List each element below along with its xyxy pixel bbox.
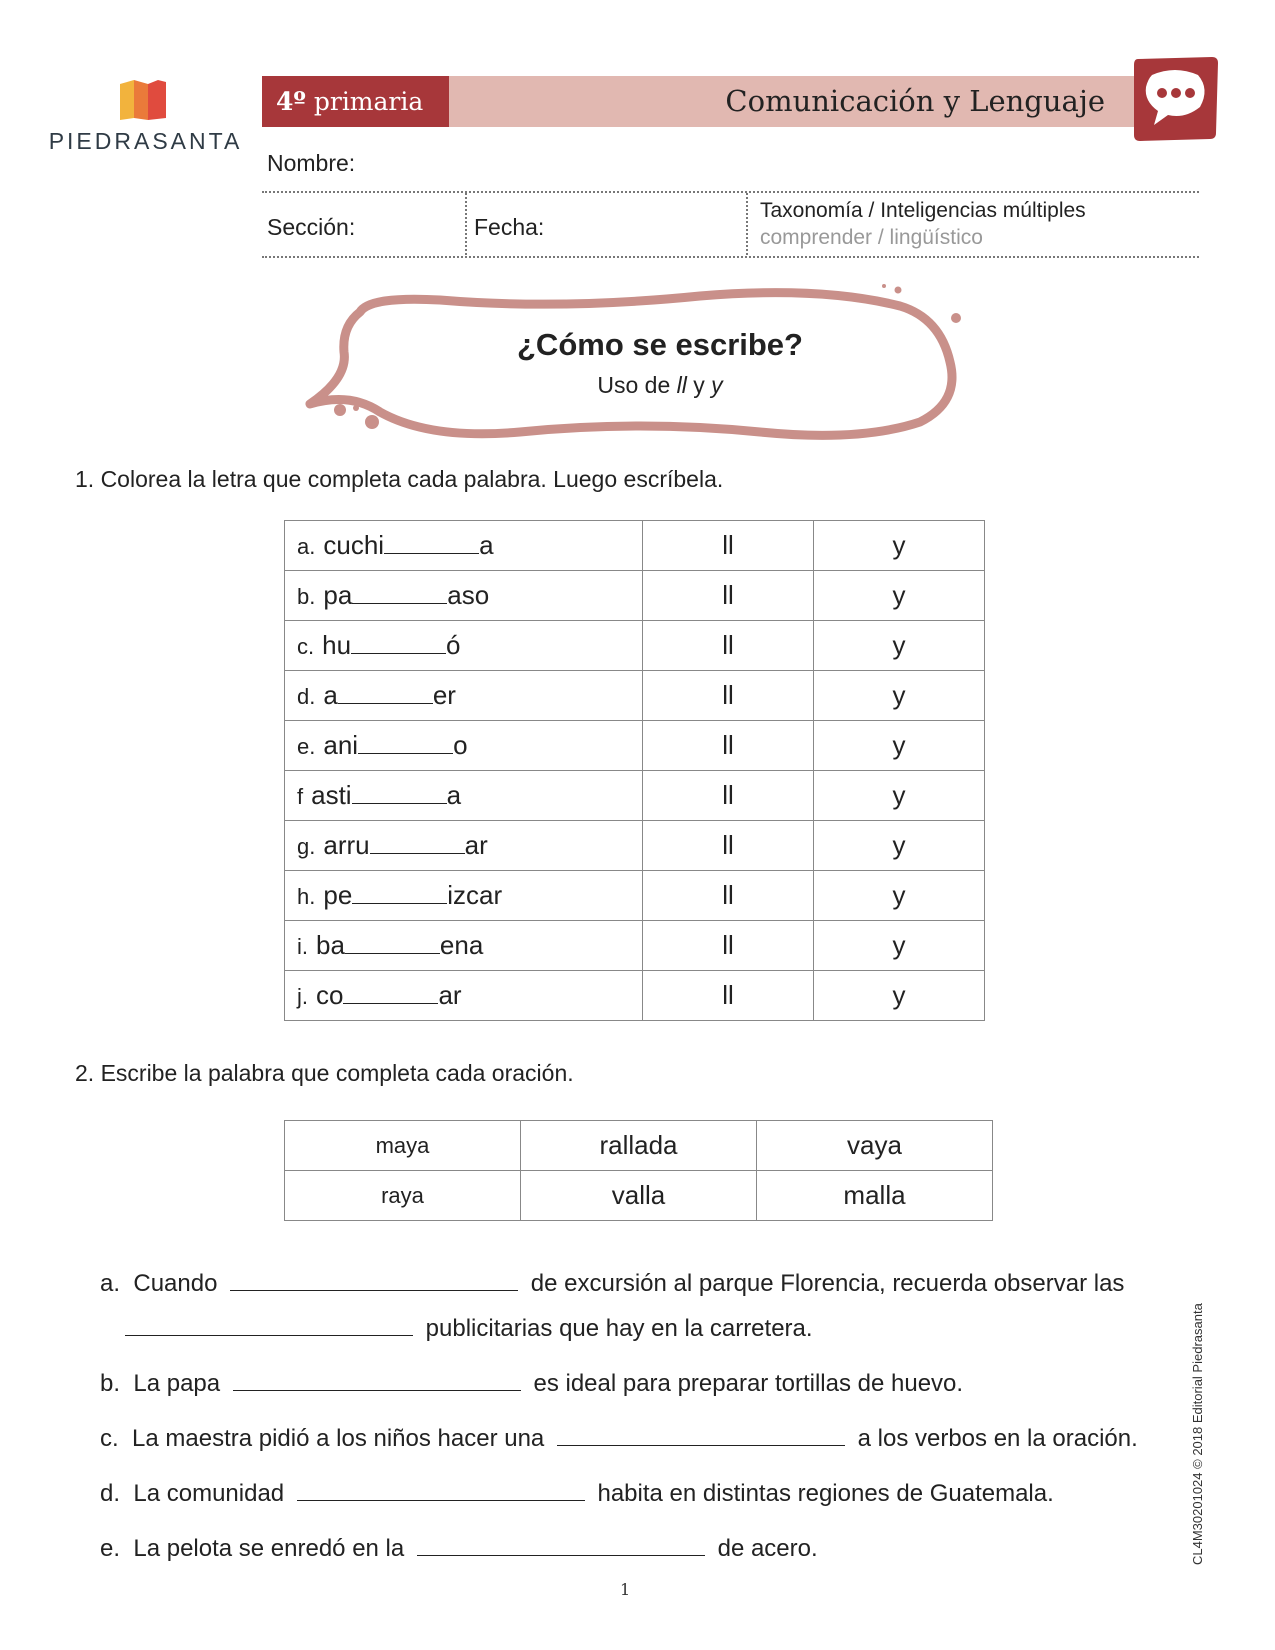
grade-label (262, 76, 449, 127)
sentence-text: publicitarias que hay en la carretera. (425, 1315, 813, 1342)
item-letter: a. (297, 534, 316, 559)
sentence-letter: e. (100, 1535, 121, 1562)
option-ll[interactable]: ll (643, 821, 814, 871)
table-row (285, 921, 985, 971)
sentence-text: La maestra pidió a los niños hacer una (132, 1425, 545, 1452)
word-bank-cell: rallada (521, 1121, 757, 1171)
sentence-text: La papa (133, 1370, 221, 1397)
name-label: Nombre: (267, 150, 356, 176)
table-row (285, 871, 985, 921)
option-ll[interactable]: ll (643, 621, 814, 671)
word-cell (285, 821, 643, 871)
date-label: Fecha: (474, 214, 545, 240)
table-row (285, 1121, 993, 1171)
answer-blank[interactable] (233, 1376, 521, 1391)
sentence-text: habita en distintas regiones de Guatemala. (597, 1480, 1054, 1507)
sentence-text: a los verbos en la oración. (857, 1425, 1138, 1452)
word-bank-cell: malla (757, 1171, 993, 1221)
sentence-text: de excursión al parque Florencia, recuerda observar las (530, 1270, 1125, 1297)
word-end: ó (446, 630, 461, 660)
option-ll[interactable]: ll (643, 521, 814, 571)
word-cell (285, 521, 643, 571)
word-end: aso (447, 580, 490, 610)
answer-blank[interactable] (370, 835, 465, 854)
word-cell (285, 921, 643, 971)
word-start: ani (323, 730, 359, 760)
sentence-text: La comunidad (133, 1480, 285, 1507)
word-bank-cell: raya (285, 1171, 521, 1221)
word-cell (285, 621, 643, 671)
sentence-a-line1 (100, 1270, 1124, 1298)
item-letter: d. (297, 684, 316, 709)
subject-title: Comunicación y Lenguaje (725, 84, 1105, 118)
answer-blank[interactable] (358, 735, 453, 754)
option-y[interactable]: y (814, 771, 985, 821)
table-row (285, 1171, 993, 1221)
answer-blank[interactable] (417, 1541, 705, 1556)
subtitle-mid: y (686, 372, 712, 398)
page-title: ¿Cómo se escribe? (517, 327, 803, 362)
grade-number: 4º (276, 87, 306, 116)
item-letter: c. (297, 634, 315, 659)
sentence-e (100, 1535, 818, 1563)
title-speech-bubble (300, 282, 970, 454)
table-row (285, 971, 985, 1021)
sentence-c (100, 1425, 1138, 1453)
table-row (285, 721, 985, 771)
option-ll[interactable]: ll (643, 721, 814, 771)
subtitle-ll: ll (676, 372, 687, 398)
option-y[interactable]: y (814, 921, 985, 971)
word-start: asti (311, 780, 352, 810)
grade-word: primaria (313, 87, 424, 116)
chat-bubble-icon (1130, 55, 1220, 150)
answer-blank[interactable] (352, 885, 447, 904)
sentence-letter: d. (100, 1480, 121, 1507)
table-row (285, 521, 985, 571)
item-letter: g. (297, 834, 316, 859)
word-end: izcar (447, 880, 503, 910)
word-end: a (446, 780, 462, 810)
word-cell (285, 871, 643, 921)
exercise1-instruction: 1. Colorea la letra que completa cada palabra. Luego escríbela. (75, 466, 724, 492)
answer-blank[interactable] (345, 935, 440, 954)
word-start: cuchi (323, 530, 385, 560)
subtitle-y: y (711, 372, 723, 398)
option-y[interactable]: y (814, 671, 985, 721)
word-cell (285, 721, 643, 771)
word-end: ar (464, 830, 488, 860)
sentence-b (100, 1370, 963, 1398)
table-row (285, 571, 985, 621)
sentence-text: de acero. (717, 1535, 818, 1562)
option-y[interactable]: y (814, 821, 985, 871)
option-y[interactable]: y (814, 971, 985, 1021)
taxonomy-title: Taxonomía / Inteligencias múltiples (760, 199, 1086, 222)
form-divider (465, 193, 467, 255)
answer-blank[interactable] (352, 585, 447, 604)
answer-blank[interactable] (230, 1276, 518, 1291)
option-y[interactable]: y (814, 571, 985, 621)
sentence-text: La pelota se enredó en la (133, 1535, 405, 1562)
form-divider (262, 256, 1199, 258)
option-ll[interactable]: ll (643, 871, 814, 921)
answer-blank[interactable] (297, 1486, 585, 1501)
option-y[interactable]: y (814, 871, 985, 921)
table-row (285, 771, 985, 821)
word-start: a (323, 680, 338, 710)
sentence-d (100, 1480, 1054, 1508)
item-letter: f (297, 784, 304, 809)
word-cell (285, 571, 643, 621)
answer-blank[interactable] (338, 685, 433, 704)
item-letter: h. (297, 884, 316, 909)
word-end: o (453, 730, 468, 760)
sentence-a-line2 (125, 1315, 813, 1343)
option-ll[interactable]: ll (643, 671, 814, 721)
answer-blank[interactable] (384, 535, 479, 554)
word-start: pe (323, 880, 353, 910)
page-subtitle (440, 372, 880, 399)
section-label: Sección: (267, 214, 356, 240)
sentence-text: es ideal para preparar tortillas de huevo. (533, 1370, 964, 1397)
item-letter: e. (297, 734, 316, 759)
word-start: co (316, 980, 344, 1010)
answer-blank[interactable] (557, 1431, 845, 1446)
word-cell (285, 671, 643, 721)
item-letter: b. (297, 584, 316, 609)
option-y[interactable]: y (814, 521, 985, 571)
answer-blank[interactable] (351, 635, 446, 654)
word-end: ar (438, 980, 462, 1010)
word-start: ba (316, 930, 345, 960)
answer-blank[interactable] (352, 785, 447, 804)
word-cell (285, 771, 643, 821)
item-letter: i. (297, 934, 308, 959)
answer-blank[interactable] (343, 985, 438, 1004)
page-number: 1 (620, 1580, 631, 1599)
form-divider (262, 191, 1199, 193)
taxonomy-value: comprender / lingüístico (760, 226, 983, 249)
word-cell (285, 971, 643, 1021)
sentence-letter: b. (100, 1370, 121, 1397)
word-start: pa (323, 580, 353, 610)
word-start: hu (322, 630, 352, 660)
item-letter: j. (297, 984, 308, 1009)
word-bank-cell: valla (521, 1171, 757, 1221)
word-bank-cell: maya (285, 1121, 521, 1171)
copyright-code: CL4M30201024 © 2018 Editorial Piedrasanta (1190, 1303, 1205, 1565)
word-end: er (432, 680, 456, 710)
answer-blank[interactable] (125, 1321, 413, 1336)
table-row (285, 821, 985, 871)
sentence-text: Cuando (133, 1270, 218, 1297)
exercise2-instruction: 2. Escribe la palabra que completa cada oración. (75, 1060, 574, 1086)
word-bank-table (284, 1120, 993, 1221)
option-y[interactable]: y (814, 621, 985, 671)
subtitle-prefix: Uso de (597, 372, 677, 398)
form-divider (746, 193, 748, 255)
word-end: ena (439, 930, 484, 960)
option-ll[interactable]: ll (643, 971, 814, 1021)
word-end: a (479, 530, 494, 560)
option-ll[interactable]: ll (643, 571, 814, 621)
brand-name: PIEDRASANTA (48, 128, 243, 154)
word-bank-cell: vaya (757, 1121, 993, 1171)
sentence-letter: c. (100, 1425, 119, 1452)
piedrasanta-logo-icon (118, 76, 168, 122)
option-y[interactable]: y (814, 721, 985, 771)
sentence-letter: a. (100, 1270, 121, 1297)
option-ll[interactable]: ll (643, 921, 814, 971)
word-start: arru (323, 830, 370, 860)
table-row (285, 621, 985, 671)
table-row (285, 671, 985, 721)
exercise1-table (284, 520, 985, 1021)
option-ll[interactable]: ll (643, 771, 814, 821)
